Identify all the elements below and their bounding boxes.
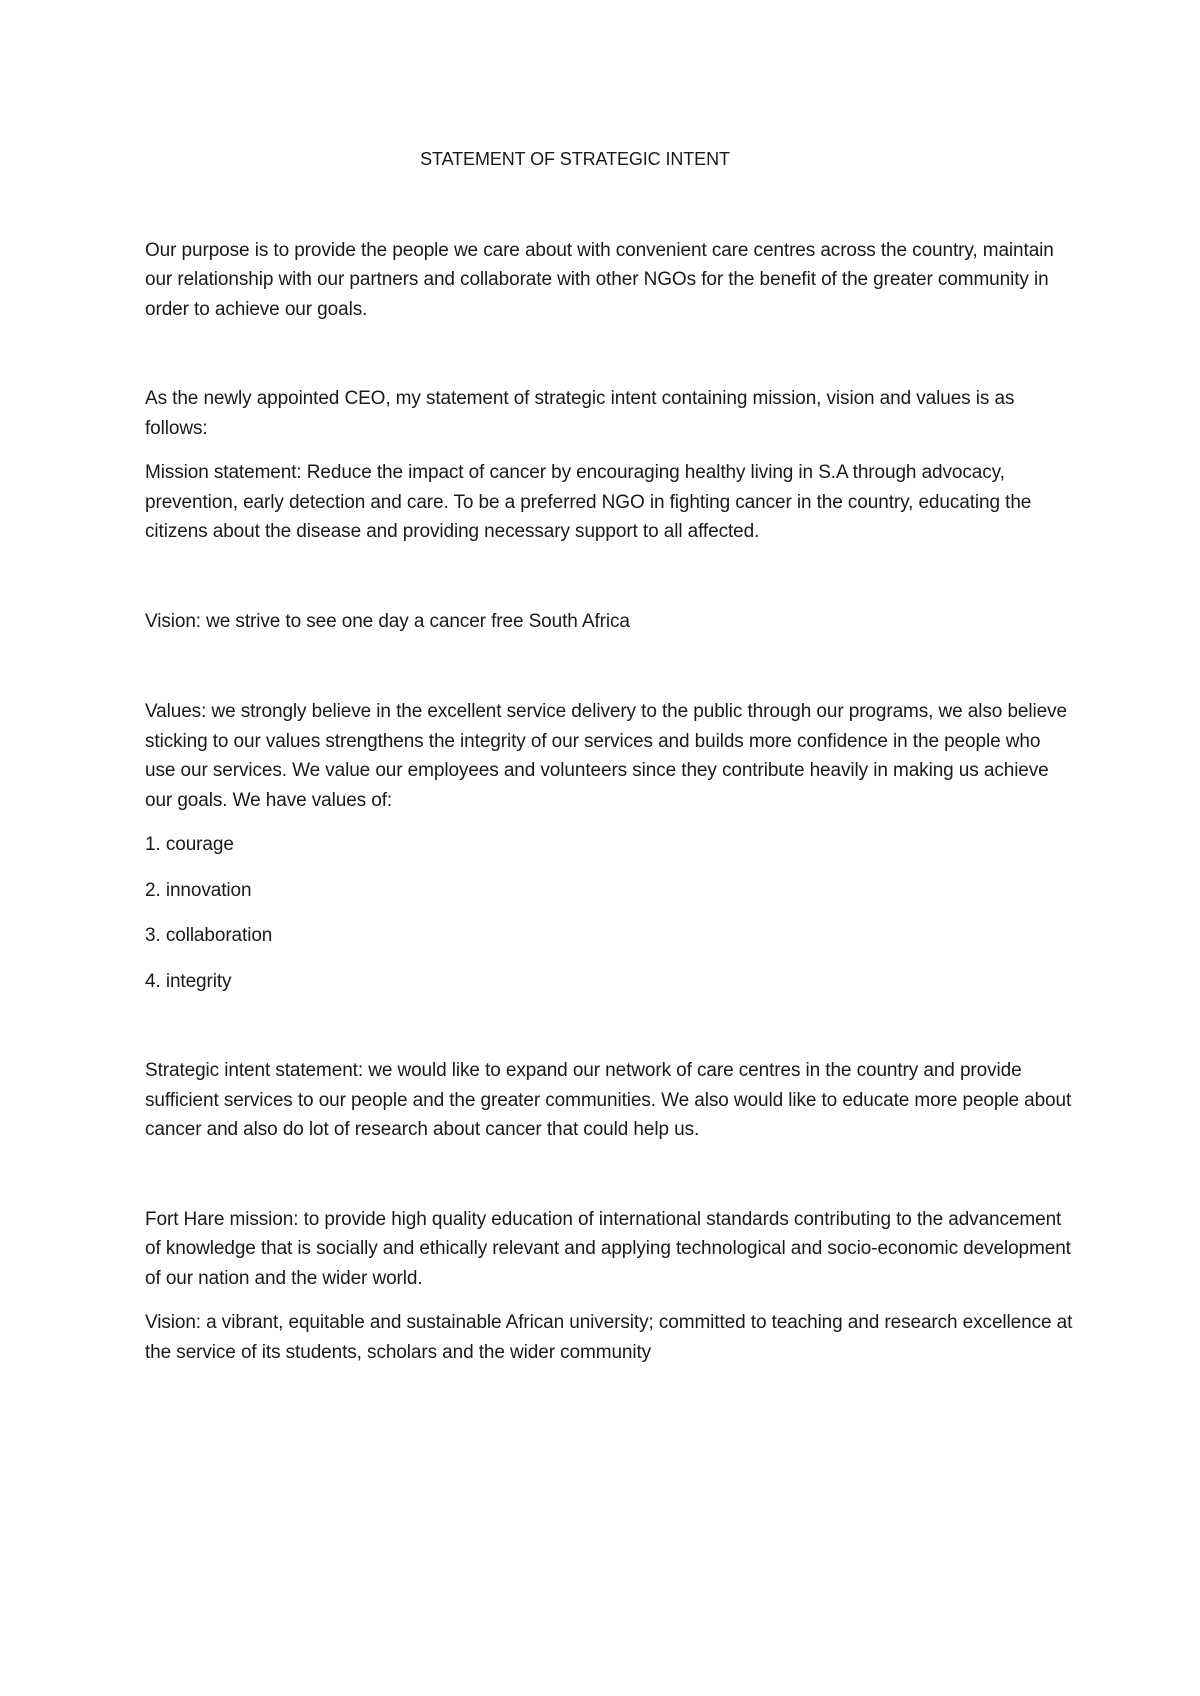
document-title: STATEMENT OF STRATEGIC INTENT xyxy=(420,149,730,169)
fort-hare-mission-paragraph: Fort Hare mission: to provide high quality education of international standards contributing to the advancement of knowledge that is socially and ethically relevant and applying technological and socio-economic development of our nation and the wider world. xyxy=(145,1208,1071,1289)
list-item: 1. courage xyxy=(145,834,234,855)
fort-hare-vision-paragraph: Vision: a vibrant, equitable and sustainable African university; committed to teaching and research excellence at the service of its students, scholars and the wider community xyxy=(145,1312,1073,1363)
intro-paragraph: As the newly appointed CEO, my statement of strategic intent containing mission, vision and values is as follows: xyxy=(145,388,1015,439)
mission-paragraph: Mission statement: Reduce the impact of cancer by encouraging healthy living in S.A through advocacy, prevention, early detection and care. To be a preferred NGO in fighting cancer in the country, educating the citizens about the disease and providing necessary support to all affected. xyxy=(145,462,1032,542)
list-item: 4. integrity xyxy=(145,970,232,992)
document-body xyxy=(145,145,1075,1367)
purpose-paragraph: Our purpose is to provide the people we care about with convenient care centres across the country, maintain our relationship with our partners and collaborate with other NGOs for the benefit of the greater community in order to achieve our goals. xyxy=(145,239,1054,320)
strategic-intent-paragraph: Strategic intent statement: we would like to expand our network of care centres in the country and provide sufficient services to our people and the greater communities. We also would like to educate more people about cancer and also do lot of research about cancer that could help us. xyxy=(145,1060,1072,1140)
list-item: 3. collaboration xyxy=(145,925,273,946)
list-item: 2. innovation xyxy=(145,879,252,901)
values-paragraph: Values: we strongly believe in the excellent service delivery to the public through our programs, we also believe sticking to our values strengthens the integrity of our services and builds more confidence in the people who use our services. We value our employees and volunteers since they contribute heavily in making us achieve our goals. We have values of: xyxy=(145,701,1067,811)
values-list xyxy=(145,830,1075,996)
vision-paragraph: Vision: we strive to see one day a cancer free South Africa xyxy=(145,610,630,632)
